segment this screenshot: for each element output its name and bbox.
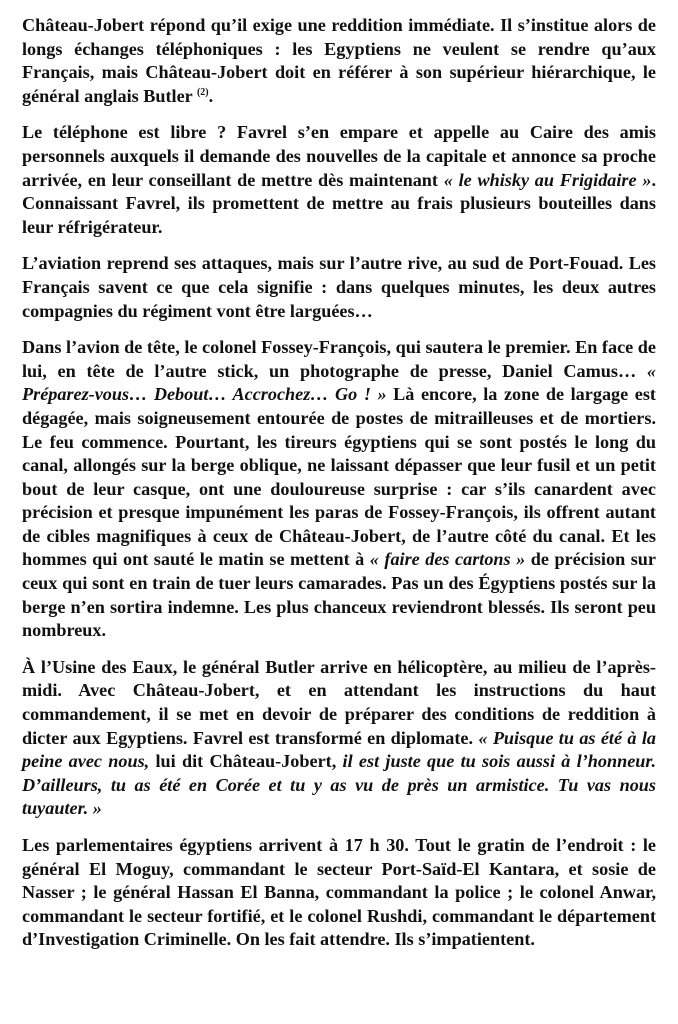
run: de précision sur ceux qui sont en train de tuer leurs camarades. Pas un des Égyptiens postés sur la berge n’en sortira indemne. Les plus chanceux reviendront blessés. Ils seront peu nombreux. [22,549,656,641]
run: Le téléphone est libre ? Favrel s’en empare et appelle au Caire des amis personnels auxquels il demande des nouvelles de la capitale et annonce sa proche arrivée, en leur conseillant de mettre dès maintenant [22,122,656,190]
quote-run: « faire des cartons » [369,549,526,570]
quote-run: « Puisque tu as été à la peine avec nous, [22,727,656,772]
run: lui dit Château-Jobert, [149,751,343,772]
paragraph-2 [22,121,656,239]
run: . Connaissant Favrel, ils promettent de mettre au frais plusieurs bouteilles dans leur réfrigérateur. [22,169,656,237]
quote-run: il est juste que tu sois aussi à l’honneur. D’ailleurs, tu as été en Corée et tu y as vu de près un armistice. Tu vas nous tuyauter. » [22,751,657,819]
run: . [208,85,214,106]
paragraph-5 [22,656,656,821]
paragraph-6 [22,834,656,952]
run: Les parlementaires égyptiens arrivent à 17 h 30. Tout le gratin de l’endroit : le général El Moguy, commandant le secteur Port-Saïd-El Kantara, et sosie de Nasser ; le général Hassan El Banna, commandant la police ; le colonel Anwar, commandant le secteur fortifié, et le colonel Rushdi, commandant le département d’Investigation Criminelle. On les fait attendre. Ils s’impatientent. [22,835,656,950]
paragraph-3 [22,252,656,323]
run: Dans l’avion de tête, le colonel Fossey-François, qui sautera le premier. En face de lui, en tête de l’autre stick, un photographe de presse, Daniel Camus… [22,337,656,381]
quote-run: « le whisky au Frigidaire » [443,169,652,190]
footnote-reference: (2) [196,86,209,98]
run: À l’Usine des Eaux, le général Butler arrive en hélicoptère, au milieu de l’après-midi. Avec Château-Jobert, et en attendant les instructions du haut commandement, il se met en devoir de préparer des conditions de reddition à dicter aux Egyptiens. Favrel est transformé en diplomate. [22,656,656,748]
run: L’aviation reprend ses attaques, mais sur l’autre rive, au sud de Port-Fouad. Les Français savent ce que cela signifie : dans quelques minutes, les deux autres compagnies du régiment vont être larguées… [22,253,656,321]
paragraph-1 [22,14,656,108]
quote-run: « Préparez-vous… Debout… Accrochez… Go ! » [22,360,656,405]
paragraph-4 [22,336,656,643]
run: Là encore, la zone de largage est dégagée, mais soigneusement entourée de postes de mitrailleuses et de mortiers. Le feu commence. Pourtant, les tireurs égyptiens qui se sont postés le long du canal, allongés sur la berge oblique, ne laissant dépasser que leur fusil et un petit bout de leur casque, ont une douloureuse surprise : car s’ils canardent avec précision et presque impunément les paras de Fossey-François, ils offrent autant de cibles magnifiques à ceux de Château-Jobert, de l’autre côté du canal. Et les hommes qui ont sauté le matin se mettent à [22,384,656,570]
run: Château-Jobert répond qu’il exige une reddition immédiate. Il s’institue alors de longs échanges téléphoniques : les Egyptiens ne veulent se rendre qu’aux Français, mais Château-Jobert doit en référer à son supérieur hiérarchique, le général anglais Butler [22,15,656,106]
